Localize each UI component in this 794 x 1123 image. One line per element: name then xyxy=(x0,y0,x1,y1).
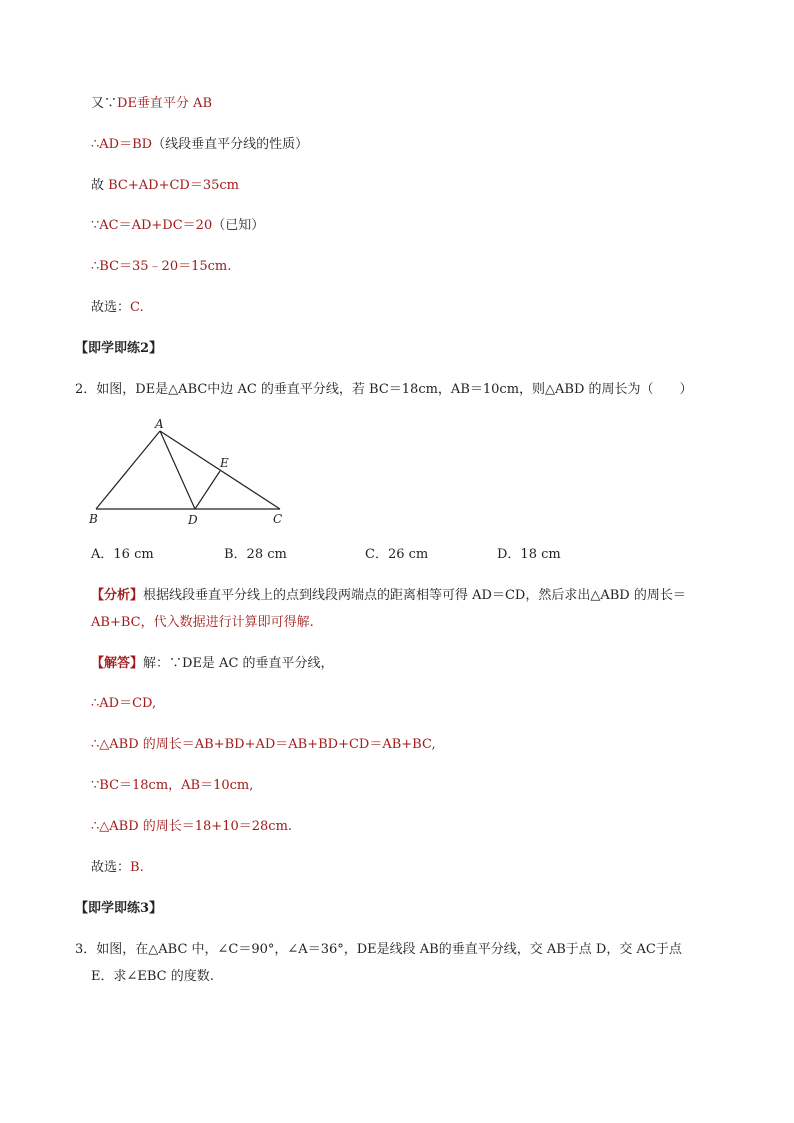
answer-line-6 xyxy=(91,859,144,877)
solution-line-6 xyxy=(91,299,144,317)
text: 】 xyxy=(149,901,163,916)
practice-3-question-line-2: E．求∠EBC 的度数. xyxy=(91,969,214,984)
text: ∵AC＝AD+DC＝20 xyxy=(91,218,213,233)
practice-3-heading xyxy=(75,900,162,918)
option-c[interactable]: C．26 cm xyxy=(365,547,429,562)
text: 又∵ xyxy=(91,96,118,111)
text: BC+AD+CD＝35cm xyxy=(108,178,239,193)
solution-line-3 xyxy=(91,177,239,195)
analysis-line-2: AB+BC，代入数据进行计算即可得解. xyxy=(91,615,314,630)
answer-line-4: ∵BC＝18cm，AB＝10cm, xyxy=(91,778,254,793)
analysis-line-1 xyxy=(91,587,686,605)
text: ∴BC＝35﹣20＝15cm. xyxy=(91,259,232,274)
practice-3-question-line-1: 3．如图，在△ABC 中，∠C＝90°，∠A＝36°，DE是线段 AB的垂直平分线，交 AB于点 D，交 AC于点 xyxy=(75,942,682,957)
text: C. xyxy=(130,300,144,315)
solution-line-5 xyxy=(91,258,231,276)
text: ∴AD＝BD xyxy=(91,137,153,152)
text: 2 xyxy=(140,341,150,356)
practice-2-question: 2．如图，DE是△ABC中边 AC 的垂直平分线，若 BC＝18cm，AB＝10cm，则△ABD 的周长为（ ） xyxy=(75,382,693,397)
answer-line-5: ∴△ABD 的周长＝18+10＝28cm. xyxy=(91,819,293,834)
label-a: A xyxy=(155,417,164,431)
practice-2-heading xyxy=(75,340,162,358)
segment-de xyxy=(195,471,220,509)
text: 故选： xyxy=(91,860,131,875)
option-b[interactable]: B．28 cm xyxy=(224,547,287,562)
option-d[interactable]: D．18 cm xyxy=(497,547,561,562)
text: 故选： xyxy=(91,300,131,315)
solution-line-2 xyxy=(91,136,308,154)
option-a[interactable]: A．16 cm xyxy=(91,547,154,562)
text: 】 xyxy=(149,341,163,356)
text: 故 xyxy=(91,178,109,193)
solution-line-4 xyxy=(91,217,264,235)
text: 解：∵DE是 AC 的垂直平分线， xyxy=(143,656,334,671)
segment-ab xyxy=(96,431,160,509)
answer-line-2: ∴AD＝CD, xyxy=(91,696,157,711)
text: 根据线段垂直平分线上的点到线段两端点的距离相等可得 AD＝CD，然后求出△ABD 的周长＝ xyxy=(143,588,686,603)
solution-line-1 xyxy=(91,95,212,113)
text: B. xyxy=(130,860,144,875)
triangle-figure xyxy=(85,415,295,530)
answer-line-3: ∴△ABD 的周长＝AB+BD+AD＝AB+BD+CD＝AB+BC, xyxy=(91,737,436,752)
text: （线段垂直平分线的性质） xyxy=(152,137,309,152)
label-d: D xyxy=(188,513,198,527)
label-b: B xyxy=(89,512,98,526)
answer-line-1 xyxy=(91,655,334,673)
label-c: C xyxy=(273,512,283,526)
text: 3 xyxy=(140,901,150,916)
text: 【即学即练 xyxy=(75,901,141,916)
text: （已知） xyxy=(212,218,265,233)
text: 【分析】 xyxy=(91,588,144,603)
text: 【解答】 xyxy=(91,656,144,671)
label-e: E xyxy=(220,456,229,470)
text: 【即学即练 xyxy=(75,341,141,356)
text: DE垂直平分 AB xyxy=(117,96,213,111)
